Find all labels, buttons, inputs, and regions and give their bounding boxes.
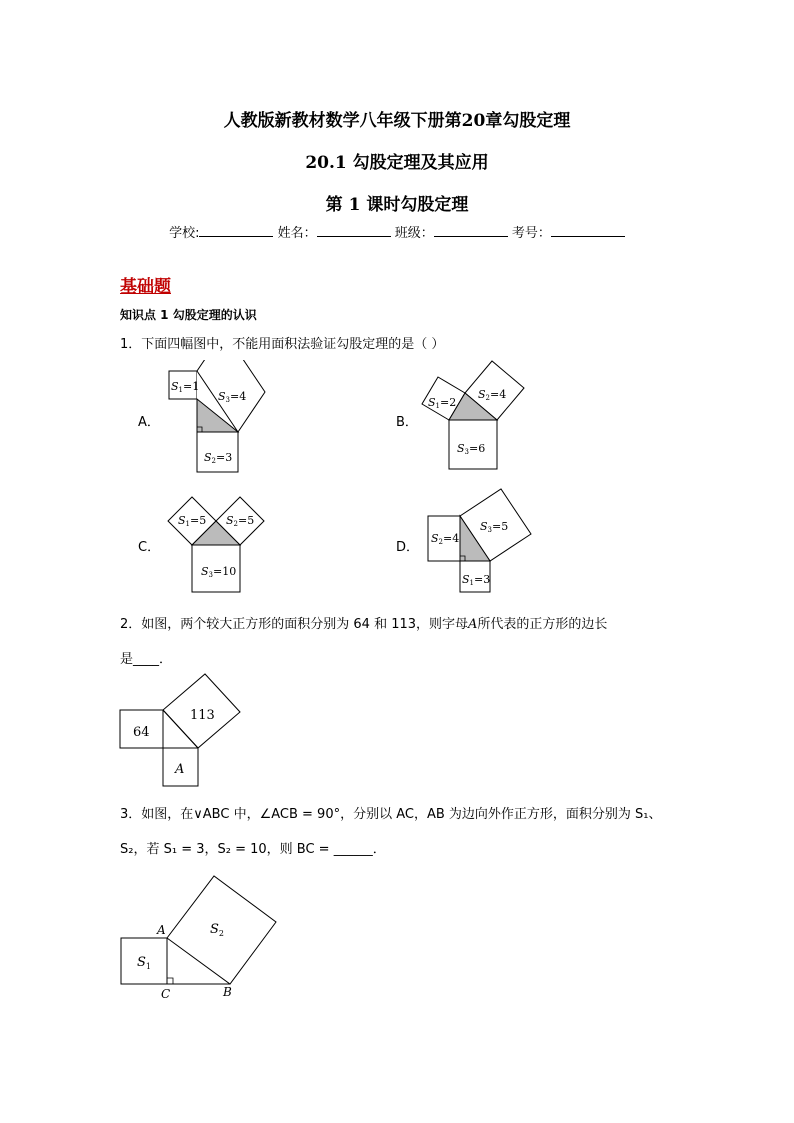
- document-title: 人教版新教材数学八年级下册第20章勾股定理: [223, 111, 571, 131]
- svg-text:S1=1: S1=1: [171, 380, 200, 394]
- svg-text:S3=5: S3=5: [480, 520, 509, 534]
- svg-text:S3=6: S3=6: [457, 442, 486, 456]
- class-label: 班级：: [394, 226, 434, 241]
- question-2-line-2: 是____．: [120, 652, 173, 667]
- q3-point-a: A: [157, 923, 166, 937]
- svg-text:S1=5: S1=5: [178, 514, 207, 528]
- svg-text:S2=4: S2=4: [431, 532, 460, 546]
- student-info-line: [0, 222, 794, 241]
- option-d-label: D．: [396, 540, 420, 555]
- id-label: 考号：: [511, 226, 551, 241]
- id-blank[interactable]: [551, 224, 625, 237]
- section-heading: 20.1 勾股定理及其应用: [305, 153, 489, 173]
- question-3-figure: [112, 870, 282, 1005]
- name-label: 姓名：: [277, 226, 317, 241]
- svg-text:S2=4: S2=4: [478, 388, 507, 402]
- basic-section-title: 基础题: [120, 277, 171, 297]
- svg-text:S2=3: S2=3: [204, 451, 233, 465]
- question-2-line-1: 2．如图，两个较大正方形的面积分别为 64 和 113，则字母A所代表的正方形的边长: [120, 617, 608, 632]
- class-blank[interactable]: [434, 224, 508, 237]
- svg-text:S3=10: S3=10: [201, 565, 237, 579]
- q2-label-113: 113: [190, 708, 215, 723]
- option-a-s1-value: =: [183, 380, 193, 393]
- school-label: 学校:: [169, 226, 200, 241]
- school-blank[interactable]: [199, 224, 273, 237]
- option-c-label: C．: [138, 540, 161, 555]
- q3-point-c: C: [161, 987, 171, 1001]
- option-a-figure: [160, 360, 280, 475]
- knowledge-point-title: 知识点 1 勾股定理的认识: [120, 308, 257, 322]
- q3-label-s1: $S_1$: [137, 955, 151, 971]
- svg-text:S2=5: S2=5: [226, 514, 255, 528]
- option-a-label: A．: [138, 415, 160, 430]
- option-d-figure: [418, 488, 553, 598]
- question-3-line-2: S₂，若 S₁ = 3，S₂ = 10，则 BC = ______．: [120, 842, 386, 857]
- name-blank[interactable]: [317, 224, 391, 237]
- q3-point-b: B: [223, 985, 232, 999]
- option-c-figure: [160, 490, 270, 595]
- question-3-line-1: 3．如图，在∨ABC 中，∠ACB = 90°，分别以 AC，AB 为边向外作正方形，面积分别为 S₁、: [120, 807, 662, 822]
- q2-label-64: 64: [133, 725, 150, 740]
- svg-text:S1=3: S1=3: [462, 573, 491, 587]
- option-b-label: B．: [396, 415, 418, 430]
- lesson-heading: 第 1 课时勾股定理: [325, 195, 469, 215]
- q3-label-s2: $S_2$: [210, 922, 224, 938]
- q2-label-a: A: [175, 762, 185, 777]
- option-b-figure: [418, 360, 538, 475]
- question-1-text: 1．下面四幅图中，不能用面积法验证勾股定理的是（ ）: [120, 337, 445, 352]
- svg-text:S3=4: S3=4: [218, 390, 247, 404]
- svg-text:S1=2: S1=2: [428, 396, 457, 410]
- question-2-figure: [118, 668, 248, 790]
